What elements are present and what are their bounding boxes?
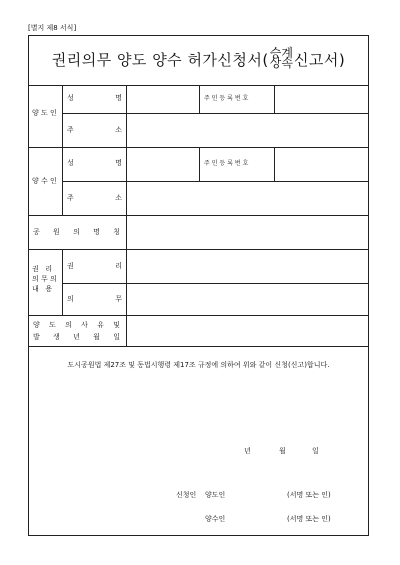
transferee-id-label: 주 민 등 록 번 호 <box>204 160 249 167</box>
rights-group-label-2: 의 무 의 <box>32 275 57 283</box>
transferor-address-label: 주 소 <box>67 126 122 134</box>
grid-line <box>62 249 63 315</box>
title-stack-top: 승계 <box>269 45 293 60</box>
transferee-address-label: 주 소 <box>67 194 122 202</box>
declaration-text: 도시공원법 제27조 및 동법시행령 제17조 규정에 의하여 위와 같이 신청(신고)합니다. <box>67 361 330 369</box>
signature-transferee-note[interactable]: (서명 또는 인) <box>287 515 331 523</box>
transferor-id-label: 주 민 등 록 번 호 <box>204 95 249 102</box>
transferor-name-label: 성 명 <box>67 94 122 102</box>
application-form <box>28 35 369 536</box>
transferor-group-label: 양 도 인 <box>32 109 57 117</box>
reason-label-line1: 양 도 의 사 유 및 <box>33 321 120 329</box>
grid-line <box>274 86 275 113</box>
reason-label-line2: 발 생 년 월 일 <box>33 333 120 341</box>
applicant-label: 신청인 <box>176 491 197 499</box>
grid-line <box>29 346 368 347</box>
grid-line <box>29 249 368 250</box>
rights-group-label-1: 권 리 <box>32 265 53 273</box>
title-main: 권리의무 양도 양수 허가신청서( <box>51 51 269 69</box>
date-day-label: 일 <box>312 447 319 455</box>
grid-line <box>199 147 200 181</box>
form-title <box>29 45 368 71</box>
form-number: [별지 제8 서식] <box>28 24 77 32</box>
grid-line <box>62 113 368 114</box>
date-year-label: 년 <box>244 447 251 455</box>
park-name-label: 공 원 의 명 칭 <box>33 228 120 236</box>
grid-line <box>199 86 200 113</box>
date-month-label: 월 <box>279 447 286 455</box>
signature-transferor-label: 양도인 <box>205 491 226 499</box>
transferee-group-label: 양 수 인 <box>32 177 57 185</box>
signature-transferee-label: 양수인 <box>205 515 226 523</box>
grid-line <box>62 181 368 182</box>
grid-line <box>62 86 63 215</box>
rights-label: 권 리 <box>67 262 122 270</box>
title-stack <box>269 45 293 70</box>
grid-line <box>274 147 275 181</box>
grid-line <box>62 283 368 284</box>
grid-line <box>126 86 127 346</box>
title-tail: 신고서) <box>293 51 346 69</box>
rights-group-label-3: 내 용 <box>32 285 53 293</box>
transferee-name-label: 성 명 <box>67 159 122 167</box>
title-row <box>29 36 368 86</box>
signature-transferor-note[interactable]: (서명 또는 인) <box>287 491 331 499</box>
duties-label: 의 무 <box>67 295 122 303</box>
grid-line <box>29 315 368 316</box>
grid-line <box>29 215 368 216</box>
title-stack-bottom: 상속 <box>269 55 293 70</box>
